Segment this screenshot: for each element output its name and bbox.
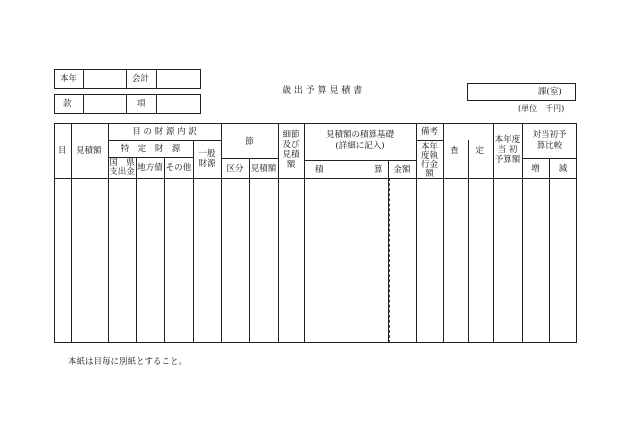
col-sonota: その他 [165,163,192,173]
col-satei: 査 定 [450,146,485,156]
dept-label: 課(室) [538,87,562,97]
col-biko: 備考 [420,127,438,137]
col-san: 算 [374,165,383,175]
col-honendo-3: 予算額 [494,155,521,165]
footer-note: 本紙は目毎に別紙とすること。 [68,357,188,367]
col-honendo-2: 当 初 [497,145,518,155]
col-setsu-mitsumori: 見積額 [250,164,277,174]
col-setsu: 節 [245,137,254,147]
col-ippan-2: 財源 [198,159,216,169]
col-biko-sub-3: 行金 [420,160,438,170]
unit-label: (単位 千円) [518,104,565,113]
col-tokutei-zaigen: 特 定 財 源 [120,144,181,154]
col-shishutsukin: 支出金 [109,167,135,177]
col-biko-sub-1: 本年 [420,142,438,152]
col-moku: 目 [58,146,67,156]
col-seki: 積 [315,165,324,175]
col-biko-sub-4: 額 [425,169,434,179]
col-honendo-1: 本年度 [494,135,521,145]
col-saisetsu-1: 細節 [282,130,300,140]
col-kuni-ken: 国 県 [109,158,135,168]
col-kingaku: 金額 [393,165,411,175]
kaikei-field[interactable] [157,70,200,88]
col-hikaku-2: 算比較 [536,141,563,151]
col-saisetsu-4: 額 [286,160,296,170]
col-biko-sub-2: 度執 [420,151,438,161]
page-title: 歳 出 予 算 見 積 書 [282,86,363,96]
col-kiso-1: 見積額の積算基礎 [325,130,394,140]
kou-field[interactable] [157,95,200,113]
col-hikaku-1: 対当初予 [532,130,567,140]
col-gen: 減 [558,164,568,174]
col-kiso-2: (詳細に記入) [335,141,385,151]
col-zaigen-uchiwake: 目 の 財 源 内 訳 [132,127,197,137]
col-kubun: 区分 [226,164,244,174]
kou-label: 項 [137,99,146,109]
col-mitsumori: 見積額 [76,146,102,156]
col-chihousai: 地方債 [137,163,163,173]
kaikei-label: 会計 [132,74,150,84]
table-body-entry-area[interactable] [55,179,576,342]
col-saisetsu-3: 見積 [282,150,300,160]
honen-label: 本年 [60,74,78,84]
col-ippan-1: 一般 [198,149,216,159]
kan-field[interactable] [84,95,126,113]
col-zou: 増 [531,164,540,174]
honen-field[interactable] [84,70,126,88]
col-saisetsu-2: 及び [282,140,300,150]
kan-label: 款 [63,99,72,109]
